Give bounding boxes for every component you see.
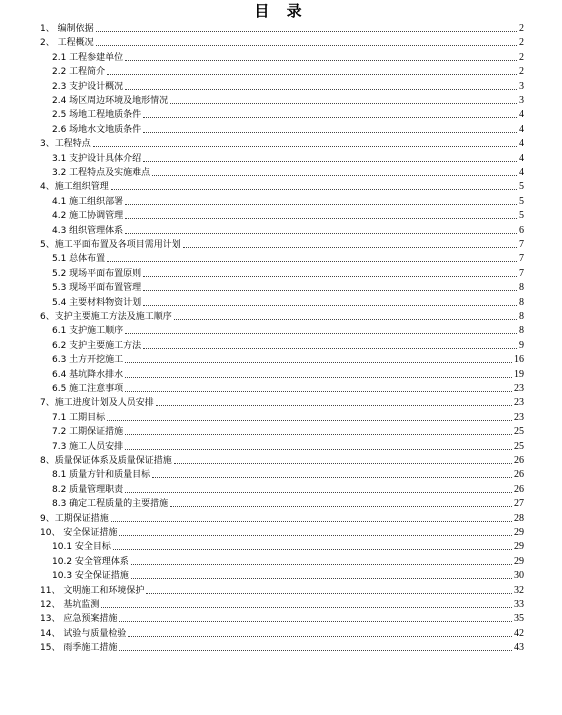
toc-entry-page: 29 [514, 541, 524, 553]
toc-entry-page: 4 [519, 138, 524, 150]
toc-entry-page: 23 [514, 411, 524, 423]
toc-entry[interactable] [52, 94, 524, 106]
toc-leader-dots [152, 477, 512, 478]
toc-entry[interactable] [40, 180, 524, 192]
toc-entry[interactable] [52, 252, 524, 264]
toc-entry-page: 4 [519, 109, 524, 121]
toc-entry-page: 35 [514, 613, 524, 625]
toc-entry-label: 10.3 安全保证措施 [52, 571, 129, 582]
toc-entry-page: 9 [519, 339, 524, 351]
toc-leader-dots [128, 636, 512, 637]
toc-entry-page: 2 [519, 66, 524, 78]
toc-entry[interactable] [52, 382, 524, 394]
toc-leader-dots [131, 578, 512, 579]
toc-entry-label: 1、 编制依据 [40, 24, 94, 34]
toc-entry-label: 4.1 施工组织部署 [52, 196, 124, 207]
toc-entry[interactable] [40, 396, 524, 408]
toc-leader-dots [107, 261, 517, 262]
toc-entry[interactable] [52, 555, 524, 567]
toc-entry-label: 2.2 工程简介 [52, 67, 106, 78]
toc-entry-page: 2 [519, 51, 524, 63]
toc-entry[interactable] [52, 339, 524, 351]
toc-entry-page: 26 [514, 483, 524, 495]
toc-entry-page: 5 [519, 195, 524, 207]
toc-entry-label: 4.3 组织管理体系 [52, 225, 124, 236]
toc-leader-dots [93, 146, 517, 147]
toc-entry-page: 7 [519, 253, 524, 265]
toc-entry-page: 8 [519, 282, 524, 294]
toc-leader-dots [170, 506, 512, 507]
toc-entry[interactable] [40, 612, 524, 624]
toc-leader-dots [125, 377, 512, 378]
toc-entry[interactable] [40, 238, 524, 250]
toc-leader-dots [125, 449, 512, 450]
toc-entry-page: 25 [514, 440, 524, 452]
toc-entry-label: 14、 试验与质量检验 [40, 628, 127, 639]
toc-entry-page: 8 [519, 325, 524, 337]
toc-entry[interactable] [52, 65, 524, 77]
toc-entry-label: 2.4 场区周边环境及地形情况 [52, 96, 169, 106]
toc-leader-dots [143, 117, 517, 118]
toc-entry-label: 6.2 支护主要施工方法 [52, 340, 142, 351]
toc-leader-dots [152, 175, 517, 176]
toc-leader-dots [143, 276, 517, 277]
toc-entry-label: 5.1 总体布置 [52, 254, 106, 265]
toc-entry-label: 15、 雨季施工措施 [40, 643, 118, 654]
toc-entry[interactable] [52, 540, 524, 552]
toc-entry-label: 2、 工程概况 [40, 38, 94, 49]
toc-entry-label: 6.1 支护施工顺序 [52, 326, 124, 337]
toc-leader-dots [96, 31, 517, 32]
toc-leader-dots [125, 362, 512, 363]
toc-leader-dots [125, 89, 517, 90]
toc-entry-page: 43 [514, 642, 524, 654]
toc-entry-page: 32 [514, 584, 524, 596]
toc-entry[interactable] [52, 411, 524, 423]
toc-entry-label: 3.1 支护设计具体介绍 [52, 153, 142, 164]
toc-entry-label: 2.1 工程参建单位 [52, 52, 124, 63]
page-title: 目 录 [254, 2, 308, 20]
toc-entry-page: 33 [514, 599, 524, 610]
toc-entry-label: 7、施工进度计划及人员安排 [40, 398, 154, 409]
toc-entry[interactable] [52, 195, 524, 207]
toc-leader-dots [131, 564, 512, 565]
toc-entry-label: 10.2 安全管理体系 [52, 556, 129, 567]
toc-entry-page: 25 [514, 426, 524, 438]
toc-entry[interactable] [52, 224, 524, 236]
toc-entry[interactable] [52, 497, 524, 509]
toc-entry[interactable] [40, 22, 524, 34]
toc-leader-dots [119, 535, 512, 536]
toc-entry-label: 5.4 主要材料物资计划 [52, 297, 142, 308]
toc-entry-page: 6 [519, 224, 524, 236]
toc-entry-label: 8、质量保证体系及质量保证措施 [40, 456, 172, 466]
toc-entry-label: 9、工期保证措施 [40, 513, 109, 524]
toc-entry[interactable] [40, 454, 524, 466]
toc-entry-label: 7.2 工期保证措施 [52, 427, 124, 438]
toc-entry[interactable] [40, 512, 524, 524]
toc-entry[interactable] [40, 641, 524, 653]
toc-leader-dots [143, 348, 517, 349]
toc-leader-dots [170, 103, 517, 104]
toc-entry-label: 2.5 场地工程地质条件 [52, 110, 142, 121]
toc-entry-label: 8.1 质量方针和质量目标 [52, 470, 151, 481]
toc-entry-page: 5 [519, 181, 524, 193]
toc-entry-page: 4 [519, 167, 524, 178]
toc-entry-label: 5、施工平面布置及各项目需用计划 [40, 240, 181, 250]
toc-leader-dots [125, 333, 517, 334]
toc-leader-dots [111, 521, 512, 522]
toc-entry-page: 19 [514, 368, 524, 380]
toc-entry-label: 8.2 质量管理职责 [52, 484, 124, 495]
toc-entry-page: 42 [514, 627, 524, 639]
toc-entry-page: 28 [514, 512, 524, 524]
toc-entry-page: 4 [519, 123, 524, 135]
toc-leader-dots [143, 132, 517, 133]
toc-leader-dots [96, 45, 517, 46]
toc-entry-page: 8 [519, 296, 524, 308]
toc-entry-label: 6.3 土方开挖施工 [52, 355, 124, 366]
toc-entry-label: 7.1 工期目标 [52, 412, 106, 423]
toc-entry-page: 30 [514, 570, 524, 582]
toc-leader-dots [146, 593, 512, 594]
toc-entry-label: 13、 应急预案措施 [40, 614, 118, 625]
toc-leader-dots [183, 247, 517, 248]
toc-entry-page: 7 [519, 239, 524, 250]
toc-entry-page: 29 [514, 527, 524, 538]
toc-entry-label: 2.6 场地水文地质条件 [52, 124, 142, 135]
toc-entry-page: 4 [519, 152, 524, 164]
toc-entry[interactable] [40, 627, 524, 639]
toc-leader-dots [125, 492, 512, 493]
toc-leader-dots [125, 218, 517, 219]
toc-entry-page: 7 [519, 267, 524, 279]
toc-leader-dots [119, 650, 512, 651]
toc-entry-label: 5.2 现场平面布置原则 [52, 268, 142, 279]
toc-entry[interactable] [40, 36, 524, 48]
toc-entry[interactable] [52, 281, 524, 293]
toc-entry-label: 10、 安全保证措施 [40, 528, 118, 538]
toc-entry[interactable] [52, 267, 524, 279]
toc-entry-page: 23 [514, 397, 524, 409]
toc-entry[interactable] [52, 368, 524, 380]
toc-entry-label: 3.2 工程特点及实施难点 [52, 168, 151, 178]
toc-entry[interactable] [52, 468, 524, 480]
toc-entry[interactable] [52, 440, 524, 452]
toc-entry-page: 3 [519, 95, 524, 106]
toc-entry-label: 6.4 基坑降水排水 [52, 369, 124, 380]
toc-leader-dots [125, 391, 512, 392]
toc-entry-label: 2.3 支护设计概况 [52, 81, 124, 92]
toc-leader-dots [125, 434, 512, 435]
toc-entry-page: 27 [514, 498, 524, 510]
toc-entry[interactable] [52, 209, 524, 221]
toc-entry[interactable] [52, 425, 524, 437]
toc-entry-label: 3、工程特点 [40, 139, 91, 150]
toc-leader-dots [107, 420, 512, 421]
toc-entry[interactable] [40, 137, 524, 149]
toc-entry-label: 8.3 确定工程质量的主要措施 [52, 499, 169, 510]
toc-leader-dots [174, 463, 512, 464]
toc-leader-dots [125, 60, 517, 61]
toc-entry[interactable] [52, 123, 524, 135]
toc-entry-label: 6.5 施工注意事项 [52, 384, 124, 394]
toc-entry-page: 5 [519, 210, 524, 222]
toc-entry-label: 7.3 施工人员安排 [52, 441, 124, 452]
toc-leader-dots [119, 621, 512, 622]
toc-entry-page: 8 [519, 311, 524, 322]
toc-entry[interactable] [52, 353, 524, 365]
toc-entry[interactable] [40, 310, 524, 322]
toc-entry-label: 12、 基坑监测 [40, 600, 100, 610]
toc-entry[interactable] [40, 584, 524, 596]
toc-entry-page: 2 [519, 23, 524, 34]
toc-leader-dots [174, 319, 517, 320]
toc-entry-page: 2 [519, 37, 524, 49]
toc-entry-label: 6、支护主要施工方法及施工顺序 [40, 312, 172, 322]
toc-entry[interactable] [52, 569, 524, 581]
toc-entry-label: 11、 文明施工和环境保护 [40, 585, 145, 596]
toc-entry-page: 26 [514, 469, 524, 481]
toc-entry[interactable] [52, 108, 524, 120]
toc-entry[interactable] [52, 296, 524, 308]
toc-entry-page: 29 [514, 555, 524, 567]
toc-entry-page: 3 [519, 80, 524, 92]
toc-leader-dots [156, 405, 512, 406]
toc-leader-dots [101, 607, 512, 608]
toc-entry[interactable] [40, 598, 524, 610]
toc-entry[interactable] [52, 80, 524, 92]
toc-leader-dots [125, 233, 517, 234]
toc-leader-dots [111, 189, 517, 190]
toc-entry-label: 4、施工组织管理 [40, 182, 109, 193]
toc-entry[interactable] [52, 51, 524, 63]
toc-leader-dots [107, 74, 517, 75]
toc-entry-page: 23 [514, 383, 524, 394]
toc-entry[interactable] [52, 324, 524, 336]
toc-entry[interactable] [52, 166, 524, 178]
toc-entry-label: 5.3 现场平面布置管理 [52, 283, 142, 294]
toc-leader-dots [125, 204, 517, 205]
toc-entry-page: 16 [514, 354, 524, 366]
toc-leader-dots [113, 549, 512, 550]
toc-entry[interactable] [52, 152, 524, 164]
toc-leader-dots [143, 161, 517, 162]
toc-leader-dots [143, 290, 517, 291]
toc-entry-label: 10.1 安全目标 [52, 542, 111, 553]
toc-entry-label: 4.2 施工协调管理 [52, 211, 124, 222]
toc-entry[interactable] [52, 483, 524, 495]
toc-leader-dots [143, 305, 517, 306]
toc-entry[interactable] [40, 526, 524, 538]
toc-entry-page: 26 [514, 455, 524, 466]
